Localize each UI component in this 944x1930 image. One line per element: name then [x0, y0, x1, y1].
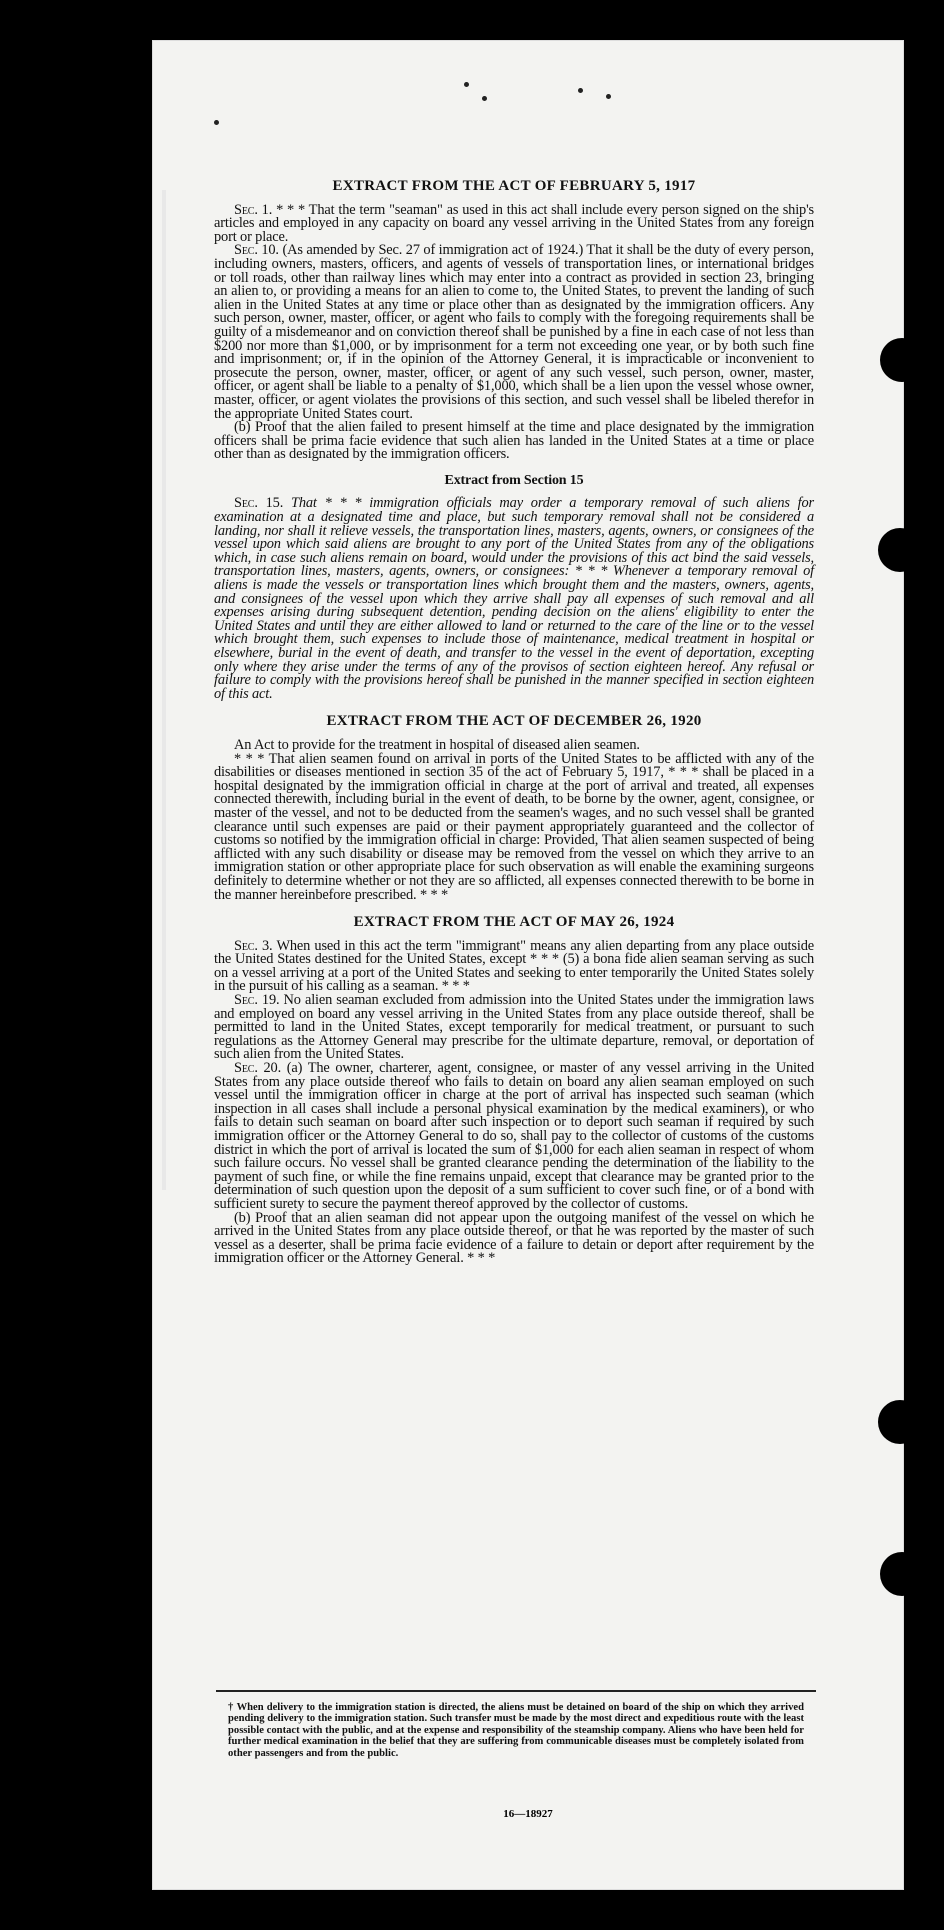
- paragraph-sec-10: Sec. 10. (As amended by Sec. 27 of immigration act of 1924.) That it shall be the duty of every person, including owners, masters, officers, and agents of vessels of transportation lines, or international bridges or toll roads, other than railway lines which may enter into a contract as provided in section 23, bringing an alien to, or providing a means for an alien to come to, the United States, to prevent the landing of such alien in the United States at any time or place other than as designated by the immigration officers. Any such person, owner, master, officer, or agent who fails to comply with the foregoing requirements shall be guilty of a misdemeanor and on conviction thereof shall be punished by a fine in each case of not less than $200 nor more than $1,000, or by imprisonment for a term not exceeding one year, or by both such fine and imprisonment; or, if in the opinion of the Attorney General, it is impracticable or inconvenient to prosecute the person, owner, master, officer, or agent of any such vessel, such person, owner, master, officer, or agent shall be liable to a penalty of $1,000, which shall be a lien upon the vessel whose owner, master, officer, or agent violates the provisions of this section, and such vessel shall be libeled therefor in the appropriate United States court.: [214, 242, 815, 422]
- page-number: 16—18927: [503, 1808, 553, 1820]
- paragraph-sec-10-b: (b) Proof that the alien failed to present himself at the time and place designated by the immigration officers shall be prima facie evidence that such alien has landed in the United States at a time or place other than as designated by the immigration officers.: [214, 419, 814, 463]
- paragraph-act-1920-body: * * * That alien seamen found on arrival in ports of the United States to be afflicted with any of the disabilities or diseases mentioned in section 35 of the act of February 5, 1917, * * * shall be placed in a hospital designated by the immigration official in charge at the port of arrival and treated, all expenses connected therewith, including burial in the event of death, to be borne by the owner, agent, consignee, or master of the vessel, and not to be deducted from the seamen's wages, and no such vessel shall be granted clearance until such expenses are paid or their payment appropriately guaranteed and the collector of customs so notified by the immigration official in charge: Provided, That alien seamen suspected of being afflicted with any such disability or disease may be removed from the vessel on which they arrive to an immigration station or other appropriate place for such observation as will enable the examining surgeons definitely to determine whether or not they are so afflicted, all expenses connected therewith to be borne in the manner hereinbefore prescribed. * * *: [214, 750, 814, 903]
- paragraph-sec-1: Sec. 1. * * * That the term "seaman" as used in this act shall include every person signed on the ship's articles and employed in any capacity on board any vessel arriving in the United States from any foreign port or place.: [214, 201, 814, 245]
- paragraph-sec-20: Sec. 20. (a) The owner, charterer, agent, consignee, or master of any vessel arriving in the United States from any place outside thereof who fails to detain on board any alien seaman employed on such vessel until the immigration officer in charge at the port of arrival has inspected such seaman (which inspection in all cases shall include a personal physical examination by the medical examiners), or who fails to detain such seaman on board after such inspection or to deport such seaman if required by such immigration officer or the Attorney General to do so, shall pay to the collector of customs of the customs district in which the port of arrival is located the sum of $1,000 for each alien seaman in respect of whom such failure occurs. No vessel shall be granted clearance pending the determination of the liability to the payment of such fine, or while the fine remains unpaid, except that clearance may be granted prior to the determination of such question upon the deposit of a sum sufficient to cover such fine, or of a bond with sufficient surety to secure the payment thereof approved by the collector of customs.: [214, 1060, 815, 1212]
- document-body: [214, 180, 814, 1266]
- paragraph-act-1920-title: An Act to provide for the treatment in hospital of diseased alien seamen.: [234, 736, 640, 753]
- scan-speck: [214, 120, 219, 125]
- footnote: † When delivery to the immigration station is directed, the aliens must be detained on board of the ship on which they arrived pending delivery to the immigration station. Such transfer must be made by the most direct and expeditious route with the least possible contact with the public, and at the expense and responsibility of the steamship company. Aliens who have been held for further medical examination in the belief that they are suffering from communicable diseases must be completely isolated from other passengers and from the public.: [228, 1702, 804, 1759]
- punch-hole: [880, 338, 924, 382]
- punch-hole: [880, 1552, 924, 1596]
- document-page: [152, 40, 904, 1890]
- heading-section-15: Extract from Section 15: [444, 472, 584, 488]
- punch-hole: [878, 1400, 922, 1444]
- binding-shadow: [162, 190, 166, 1190]
- paragraph-sec-15: Sec. 15. That * * * immigration officials may order a temporary removal of such aliens for examination at a designated time and place, but such temporary removal shall not be considered a landing, nor shall it relieve vessels, the transportation lines, masters, agents, owners, or consignees of the vessel upon which said aliens are brought to any port of the United States from any of the obligations which, in case such aliens remain on board, would under the provisions of this act bind the said vessels, transportation lines, masters, agents, owners, or consignees: * * * Whenever a temporary removal of aliens is made the vessels or transportation lines which brought them and the masters, owners, agents, and consignees of the vessel upon which they arrive shall pay all expenses of such removal and all expenses arising during subsequent detention, pending decision on the aliens' eligibility to enter the United States and until they are either allowed to land or returned to the care of the line or to the vessel which brought them, such expenses to include those of maintenance, medical treatment in hospital or elsewhere, burial in the event of death, and transfer to the vessel in the event of deportation, excepting only where they arise under the terms of any of the provisos of section eighteen hereof. Any refusal or failure to comply with the provisions hereof shall be punished in the manner specified in section eighteen of this act.: [214, 495, 814, 702]
- paragraph-sec-3: Sec. 3. When used in this act the term "immigrant" means any alien departing from any place outside the United States destined for the United States, except * * * (5) a bona fide alien seaman serving as such on a vessel arriving at a port of the United States and seeking to enter temporarily the United States solely in the pursuit of his calling as a seaman. * * *: [214, 937, 814, 995]
- footnote-rule: [216, 1690, 816, 1692]
- scan-speck: [606, 94, 611, 99]
- paragraph-sec-20-b: (b) Proof that an alien seaman did not appear upon the outgoing manifest of the vessel on which he arrived in the United States from any place outside thereof, or that he was reported by the master of such vessel as a deserter, shall be prima facie evidence of a failure to detain or deport after requirement by the immigration officer or the Attorney General. * * *: [214, 1209, 814, 1267]
- heading-act-1920: EXTRACT FROM THE ACT OF DECEMBER 26, 1920: [326, 713, 702, 730]
- scan-speck: [464, 82, 469, 87]
- heading-act-1917: EXTRACT FROM THE ACT OF FEBRUARY 5, 1917: [332, 178, 696, 194]
- paragraph-sec-19: Sec. 19. No alien seaman excluded from admission into the United States under the immigration laws and employed on board any vessel arriving in the United States from any place outside thereof, shall be permitted to land in the United States, except temporarily for medical treatment, or pursuant to such regulations as the Attorney General may prescribe for the ultimate departure, removal, or deportation of such alien from the United States.: [214, 992, 814, 1063]
- heading-act-1924: EXTRACT FROM THE ACT OF MAY 26, 1924: [353, 914, 675, 931]
- punch-hole: [878, 528, 922, 572]
- scan-speck: [482, 96, 487, 101]
- scan-speck: [578, 88, 583, 93]
